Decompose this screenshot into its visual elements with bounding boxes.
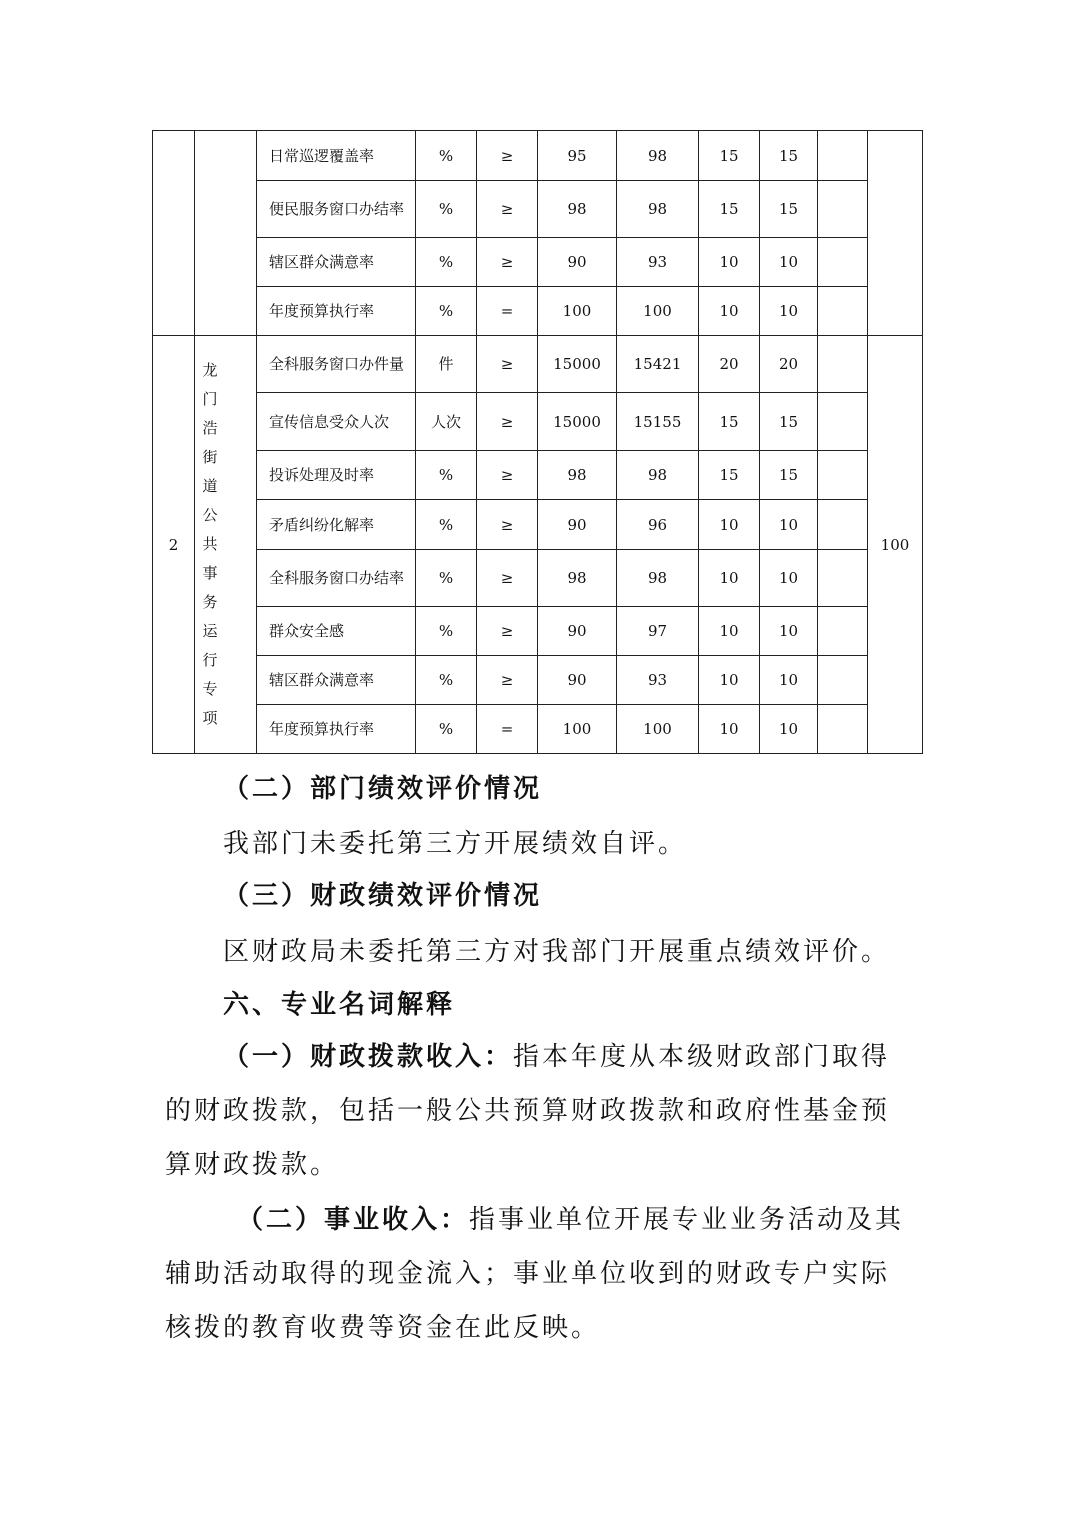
cell-actual: 93: [617, 238, 699, 287]
cell-no: 2: [153, 336, 195, 754]
cell-target: 98: [538, 451, 617, 500]
cell-actual: 96: [617, 500, 699, 550]
heading-terms: 六、专业名词解释: [223, 990, 456, 1020]
cell-weight: 10: [699, 656, 760, 705]
table-row: [153, 181, 923, 238]
cell-score: 15: [760, 181, 818, 238]
cell-op: ≥: [477, 393, 538, 451]
cell-actual: 98: [617, 181, 699, 238]
cell-target: 15000: [538, 393, 617, 451]
cell-indicator: 全科服务窗口办件量: [257, 336, 416, 393]
cell-unit: %: [416, 287, 477, 336]
cell-op: ≥: [477, 607, 538, 656]
cell-score: 10: [760, 238, 818, 287]
table-row: [153, 336, 923, 393]
cell-project: [195, 131, 257, 336]
cell-actual: 100: [617, 705, 699, 754]
cell-op: ≥: [477, 656, 538, 705]
project-name: 龙门浩街道公共事务运行专项: [202, 361, 232, 727]
cell-actual: 98: [617, 550, 699, 607]
cell-target: 15000: [538, 336, 617, 393]
table-row: [153, 705, 923, 754]
cell-unit: %: [416, 451, 477, 500]
cell-score: 10: [760, 500, 818, 550]
cell-op: ≥: [477, 336, 538, 393]
cell-unit: %: [416, 131, 477, 181]
cell-total: [868, 131, 923, 336]
cell-weight: 15: [699, 393, 760, 451]
cell-note: [818, 500, 868, 550]
cell-note: [818, 393, 868, 451]
cell-target: 95: [538, 131, 617, 181]
cell-score: 10: [760, 607, 818, 656]
table-row: [153, 500, 923, 550]
cell-indicator: 便民服务窗口办结率: [257, 181, 416, 238]
cell-weight: 15: [699, 181, 760, 238]
cell-indicator: 年度预算执行率: [257, 287, 416, 336]
cell-actual: 15155: [617, 393, 699, 451]
cell-op: ≥: [477, 550, 538, 607]
cell-score: 10: [760, 656, 818, 705]
cell-indicator: 投诉处理及时率: [257, 451, 416, 500]
cell-weight: 15: [699, 451, 760, 500]
cell-indicator: 矛盾纠纷化解率: [257, 500, 416, 550]
cell-unit: %: [416, 181, 477, 238]
term-body: 指本年度从本级财政部门取得的财政拨款，包括一般公共预算财政拨款和政府性基金预算财政拨款。: [165, 1042, 891, 1180]
cell-total: 100: [868, 336, 923, 754]
table-row: [153, 393, 923, 451]
cell-target: 90: [538, 238, 617, 287]
cell-op: ≥: [477, 500, 538, 550]
table-row: [153, 607, 923, 656]
cell-unit: %: [416, 550, 477, 607]
cell-score: 10: [760, 550, 818, 607]
cell-unit: %: [416, 705, 477, 754]
table-row: [153, 550, 923, 607]
cell-weight: 10: [699, 287, 760, 336]
paragraph-dept-eval: 我部门未委托第三方开展绩效自评。: [223, 829, 688, 859]
term-label: （一）财政拨款收入：: [223, 1042, 514, 1072]
cell-op: ≥: [477, 131, 538, 181]
paragraph-fin-eval: 区财政局未委托第三方对我部门开展重点绩效评价。: [223, 937, 891, 967]
cell-weight: 10: [699, 500, 760, 550]
heading-fin-eval: （三）财政绩效评价情况: [223, 881, 543, 911]
cell-actual: 98: [617, 131, 699, 181]
cell-op: =: [477, 287, 538, 336]
cell-unit: 人次: [416, 393, 477, 451]
cell-note: [818, 705, 868, 754]
term-business-income: [165, 1193, 915, 1355]
cell-weight: 20: [699, 336, 760, 393]
cell-score: 10: [760, 705, 818, 754]
table-row: [153, 451, 923, 500]
term-fiscal-appropriation: [165, 1030, 915, 1192]
cell-note: [818, 451, 868, 500]
cell-indicator: 辖区群众满意率: [257, 656, 416, 705]
cell-score: 20: [760, 336, 818, 393]
cell-note: [818, 238, 868, 287]
cell-indicator: 宣传信息受众人次: [257, 393, 416, 451]
cell-note: [818, 336, 868, 393]
cell-weight: 15: [699, 131, 760, 181]
cell-weight: 10: [699, 705, 760, 754]
cell-indicator: 全科服务窗口办结率: [257, 550, 416, 607]
cell-unit: %: [416, 238, 477, 287]
cell-actual: 97: [617, 607, 699, 656]
cell-weight: 10: [699, 550, 760, 607]
cell-op: ≥: [477, 238, 538, 287]
cell-score: 10: [760, 287, 818, 336]
table-row: [153, 287, 923, 336]
cell-unit: %: [416, 607, 477, 656]
cell-project: [195, 336, 257, 754]
cell-note: [818, 131, 868, 181]
cell-score: 15: [760, 131, 818, 181]
table-row: [153, 131, 923, 181]
cell-actual: 15421: [617, 336, 699, 393]
cell-weight: 10: [699, 607, 760, 656]
cell-score: 15: [760, 451, 818, 500]
cell-actual: 100: [617, 287, 699, 336]
cell-target: 98: [538, 181, 617, 238]
table-row: [153, 238, 923, 287]
cell-unit: %: [416, 656, 477, 705]
heading-dept-eval: （二）部门绩效评价情况: [223, 774, 543, 804]
table-row: [153, 656, 923, 705]
cell-actual: 93: [617, 656, 699, 705]
cell-indicator: 群众安全感: [257, 607, 416, 656]
cell-op: ≥: [477, 451, 538, 500]
cell-indicator: 辖区群众满意率: [257, 238, 416, 287]
cell-note: [818, 656, 868, 705]
cell-unit: 件: [416, 336, 477, 393]
cell-indicator: 日常巡逻覆盖率: [257, 131, 416, 181]
cell-target: 100: [538, 705, 617, 754]
performance-table: [152, 130, 923, 754]
cell-target: 90: [538, 607, 617, 656]
cell-target: 90: [538, 500, 617, 550]
cell-indicator: 年度预算执行率: [257, 705, 416, 754]
cell-note: [818, 287, 868, 336]
cell-note: [818, 181, 868, 238]
cell-op: =: [477, 705, 538, 754]
cell-note: [818, 550, 868, 607]
cell-note: [818, 607, 868, 656]
cell-op: ≥: [477, 181, 538, 238]
cell-no: [153, 131, 195, 336]
cell-unit: %: [416, 500, 477, 550]
cell-target: 100: [538, 287, 617, 336]
term-body: 指事业单位开展专业业务活动及其辅助活动取得的现金流入；事业单位收到的财政专户实际核拨的教育收费等资金在此反映。: [165, 1205, 905, 1343]
cell-score: 15: [760, 393, 818, 451]
cell-actual: 98: [617, 451, 699, 500]
cell-weight: 10: [699, 238, 760, 287]
cell-target: 90: [538, 656, 617, 705]
term-label: （二）事业收入：: [237, 1205, 470, 1235]
cell-target: 98: [538, 550, 617, 607]
